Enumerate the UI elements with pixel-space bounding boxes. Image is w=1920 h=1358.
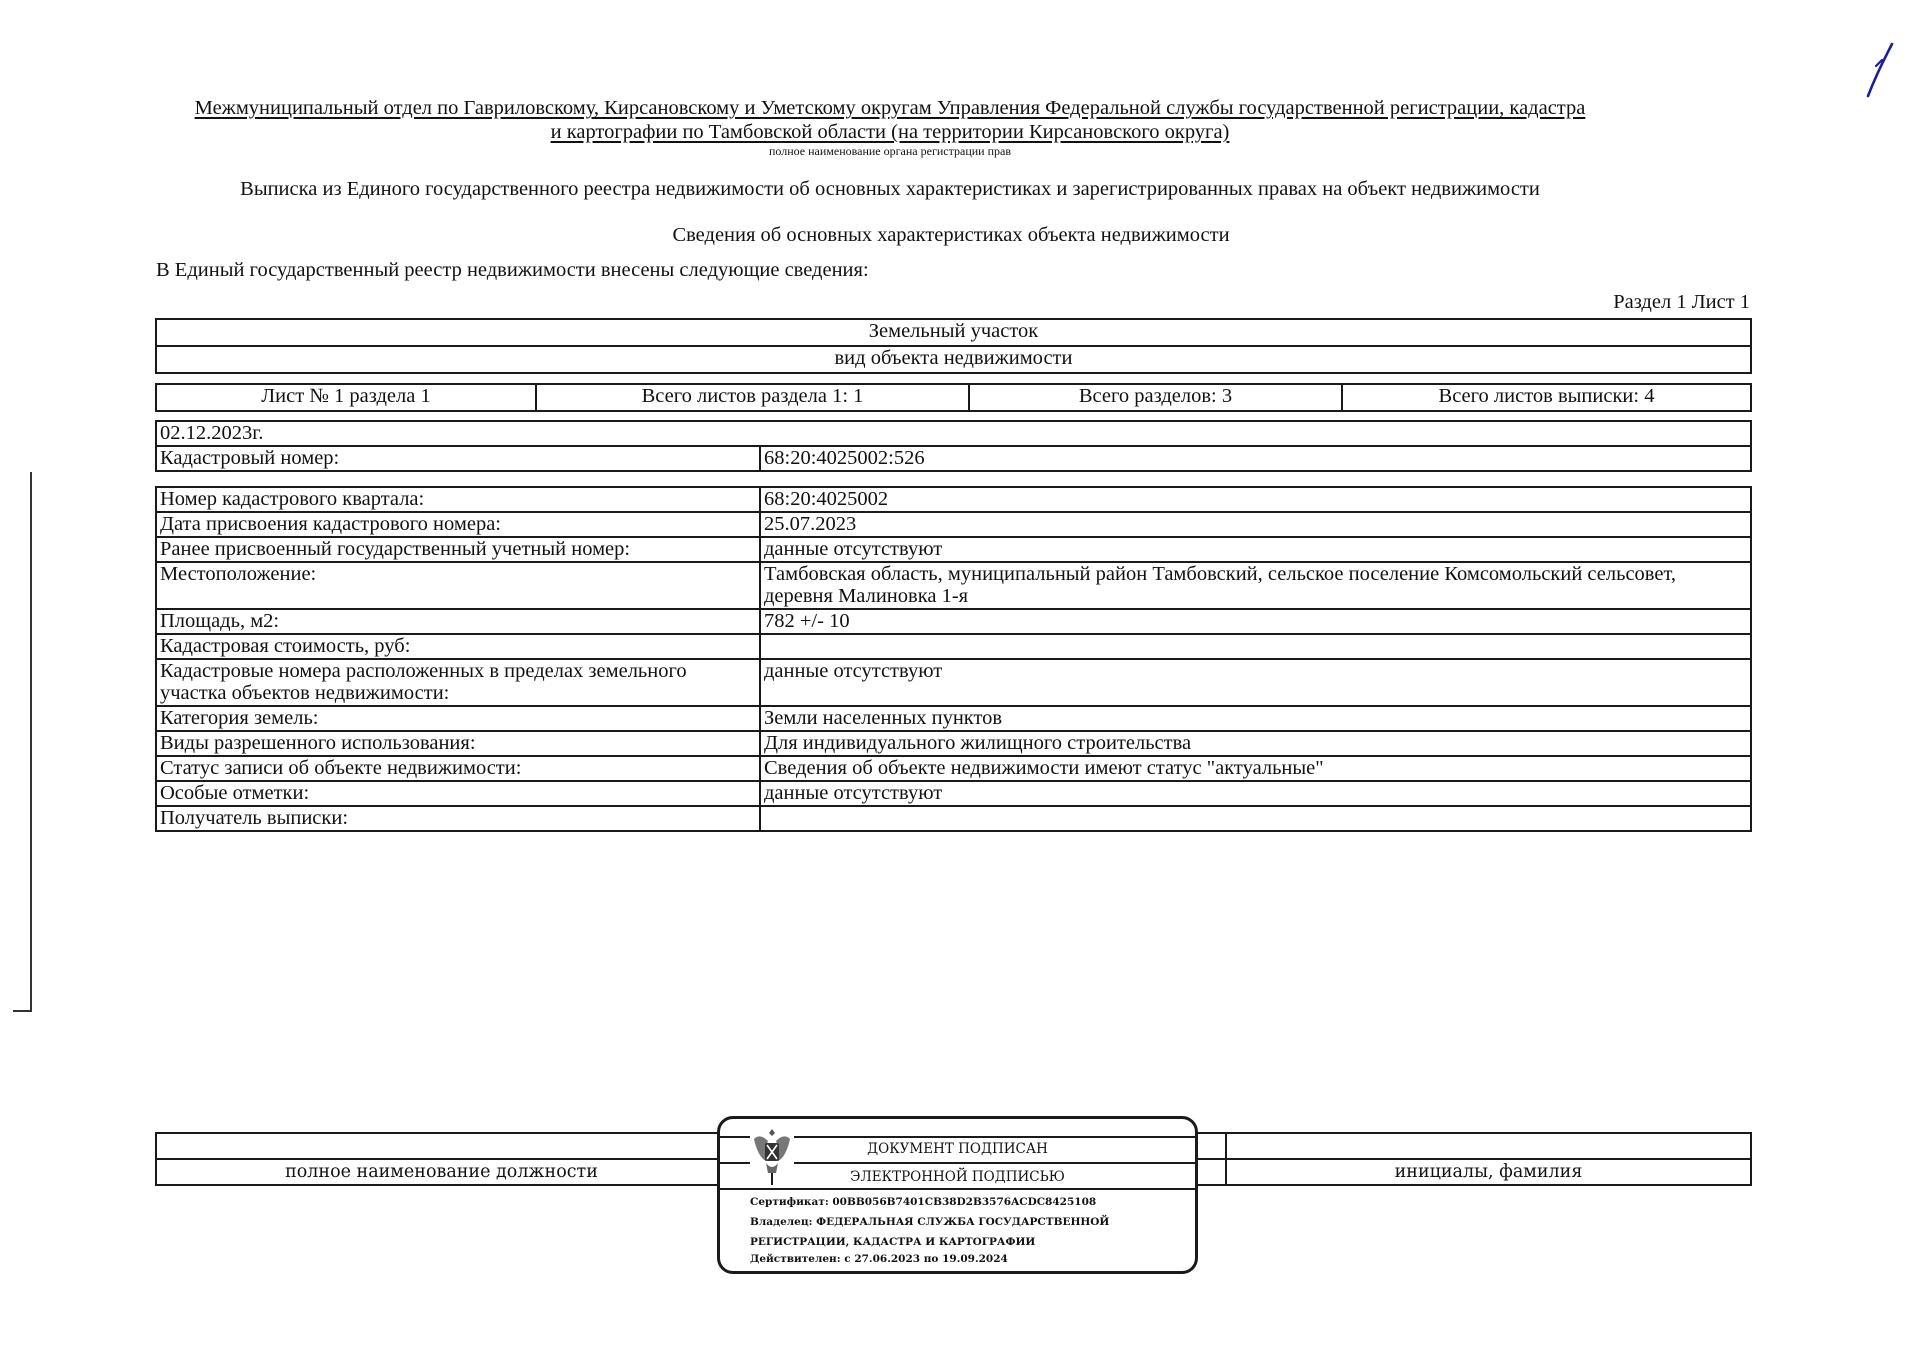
record-header-table: [155, 420, 1752, 472]
row-label: Статус записи об объекте недвижимости:: [156, 756, 760, 781]
position-caption: полное наименование должности: [156, 1159, 727, 1185]
row-value: Для индивидуального жилищного строительства: [760, 731, 1751, 756]
position-blank: [156, 1133, 727, 1159]
table-row: [156, 731, 1751, 756]
row-label: Дата присвоения кадастрового номера:: [156, 512, 760, 537]
cadastral-number-value: 68:20:4025002:526: [760, 446, 1751, 471]
table-row: [156, 756, 1751, 781]
handwritten-page-number: [1862, 40, 1902, 100]
row-label: Ранее присвоенный государственный учетный номер:: [156, 537, 760, 562]
row-value: Сведения об объекте недвижимости имеют статус "актуальные": [760, 756, 1751, 781]
sheet-counts-table: [155, 383, 1752, 412]
name-blank: [1226, 1133, 1751, 1159]
stamp-certificate: Сертификат: 00BB056B7401CB38D2B3576ACDC8425108: [750, 1196, 1097, 1208]
object-type-value: Земельный участок: [156, 319, 1751, 346]
row-label: Площадь, м2:: [156, 609, 760, 634]
left-margin-line: [30, 472, 32, 1012]
row-label: Номер кадастрового квартала:: [156, 487, 760, 512]
document-title: Выписка из Единого государственного реестра недвижимости об основных характеристиках и зарегистрированных правах на объект недвижимости: [240, 178, 1540, 200]
object-type-caption: вид объекта недвижимости: [156, 346, 1751, 373]
row-label: Местоположение:: [156, 562, 760, 609]
sheet-number: Лист № 1 раздела 1: [156, 384, 536, 411]
table-row: [156, 634, 1751, 659]
sections-total: Всего разделов: 3: [969, 384, 1342, 411]
table-row: [156, 562, 1751, 609]
table-row: [156, 537, 1751, 562]
intro-text: В Единый государственный реестр недвижимости внесены следующие сведения:: [156, 259, 869, 281]
object-type-table: [155, 318, 1752, 374]
name-caption: инициалы, фамилия: [1226, 1159, 1751, 1185]
stamp-rule: [717, 1188, 1198, 1190]
table-row: [156, 512, 1751, 537]
table-row: [156, 609, 1751, 634]
section-sheet-ref: Раздел 1 Лист 1: [1613, 291, 1750, 313]
stamp-owner-line-1: Владелец: ФЕДЕРАЛЬНАЯ СЛУЖБА ГОСУДАРСТВЕННОЙ: [750, 1216, 1110, 1228]
extract-date: 02.12.2023г.: [156, 421, 1751, 446]
document-subtitle: Сведения об основных характеристиках объекта недвижимости: [672, 224, 1230, 246]
section-sheets-total: Всего листов раздела 1: 1: [536, 384, 969, 411]
row-value: [760, 634, 1751, 659]
table-row: [156, 487, 1751, 512]
authority-line-2: и картографии по Тамбовской области (на территории Кирсановского округа): [550, 121, 1230, 143]
row-label: Получатель выписки:: [156, 806, 760, 831]
stamp-owner-line-2: РЕГИСТРАЦИИ, КАДАСТРА И КАРТОГРАФИИ: [750, 1236, 1036, 1248]
table-row: [156, 706, 1751, 731]
table-row: [156, 781, 1751, 806]
row-value: данные отсутствуют: [760, 781, 1751, 806]
row-value: 68:20:4025002: [760, 487, 1751, 512]
characteristics-table: [155, 486, 1752, 832]
cadastral-number-label: Кадастровый номер:: [156, 446, 760, 471]
row-value: 782 +/- 10: [760, 609, 1751, 634]
row-value: 25.07.2023: [760, 512, 1751, 537]
registration-authority: [150, 96, 1630, 144]
row-value: данные отсутствуют: [760, 537, 1751, 562]
row-value: Земли населенных пунктов: [760, 706, 1751, 731]
row-label: Кадастровая стоимость, руб:: [156, 634, 760, 659]
electronic-signature-stamp: [717, 1116, 1198, 1274]
row-label: Особые отметки:: [156, 781, 760, 806]
authority-line-1: Межмуниципальный отдел по Гавриловскому, Кирсановскому и Уметскому округам Управления Федеральной службы государственной регистрации, кадастра: [194, 97, 1586, 119]
row-label: Категория земель:: [156, 706, 760, 731]
row-value: [760, 806, 1751, 831]
stamp-title-line-2: ЭЛЕКТРОННОЙ ПОДПИСЬЮ: [850, 1169, 1065, 1185]
stamp-validity: Действителен: с 27.06.2023 по 19.09.2024: [750, 1253, 1008, 1265]
table-row: [156, 806, 1751, 831]
row-label: Кадастровые номера расположенных в пределах земельного участка объектов недвижимости:: [156, 659, 760, 706]
extract-sheets-total: Всего листов выписки: 4: [1342, 384, 1751, 411]
table-row: [156, 659, 1751, 706]
row-value: Тамбовская область, муниципальный район Тамбовский, сельское поселение Комсомольский сельсовет, деревня Малиновка 1-я: [760, 562, 1751, 609]
authority-caption: полное наименование органа регистрации прав: [768, 144, 1012, 158]
stamp-title-line-1: ДОКУМЕНТ ПОДПИСАН: [867, 1141, 1048, 1157]
row-value: данные отсутствуют: [760, 659, 1751, 706]
row-label: Виды разрешенного использования:: [156, 731, 760, 756]
left-margin-tick: [13, 1010, 31, 1012]
